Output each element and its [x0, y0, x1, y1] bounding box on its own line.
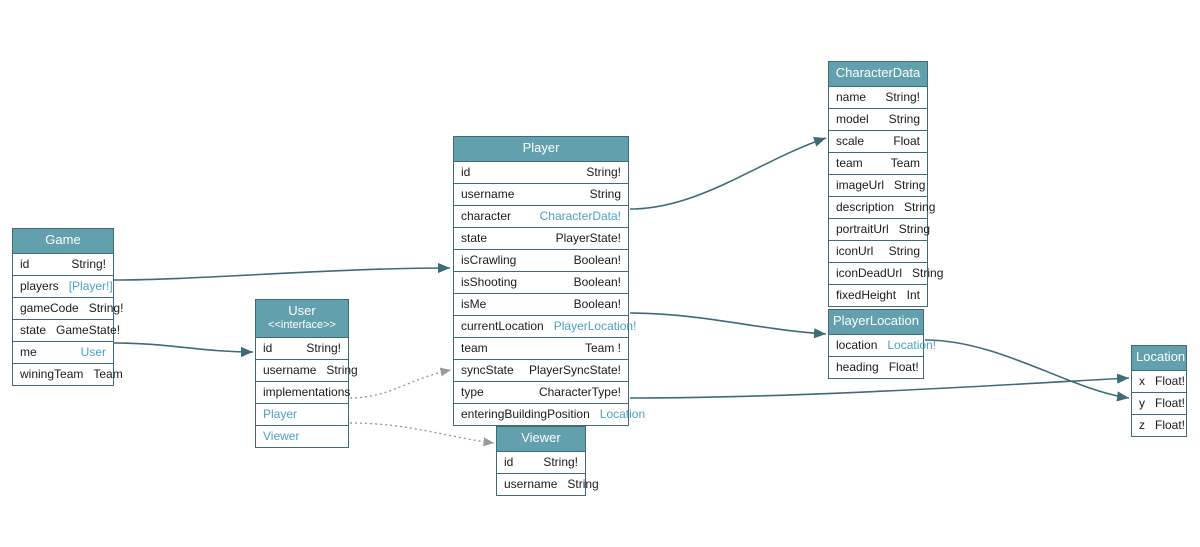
- edge: [630, 313, 826, 334]
- entity-header-location: [1132, 346, 1186, 371]
- field-type: Team: [890, 155, 920, 170]
- field-type[interactable]: Location: [599, 406, 646, 421]
- field-row[interactable]: [256, 404, 348, 426]
- field-type: CharacterType!: [538, 384, 621, 399]
- field-row: [829, 109, 927, 131]
- entity-header-user: [256, 300, 348, 338]
- entity-title: Location: [1136, 349, 1186, 364]
- field-row: [13, 364, 123, 385]
- field-row: [829, 263, 944, 285]
- field-row: [1132, 371, 1186, 393]
- field-type: PlayerState!: [555, 230, 621, 245]
- field-row: [829, 357, 923, 378]
- entity-game[interactable]: [12, 228, 124, 386]
- field-row[interactable]: [256, 426, 348, 447]
- field-name: imageUrl: [836, 177, 885, 192]
- field-name: id: [461, 164, 471, 179]
- field-row: [454, 404, 646, 425]
- field-name: enteringBuildingPosition: [461, 406, 590, 421]
- field-row: [454, 250, 628, 272]
- entity-characterdata[interactable]: [828, 61, 944, 307]
- field-type[interactable]: [Player!]: [68, 278, 113, 293]
- field-type: String: [898, 221, 931, 236]
- field-type: Float!: [888, 359, 919, 374]
- field-type: String!: [88, 300, 124, 315]
- entity-header-player: [454, 137, 628, 162]
- entity-title: User: [288, 303, 316, 318]
- field-row: [454, 206, 628, 228]
- field-type: String: [589, 186, 621, 201]
- field-type[interactable]: User: [80, 344, 106, 359]
- field-type: String!: [586, 164, 621, 179]
- field-type: String: [888, 111, 920, 126]
- entity-viewer[interactable]: [496, 426, 599, 496]
- field-name: me: [20, 344, 37, 359]
- field-name: character: [461, 208, 512, 223]
- entity-title: CharacterData: [835, 65, 921, 80]
- entity-user[interactable]: [255, 299, 358, 448]
- field-type: PlayerSyncState!: [528, 362, 621, 377]
- field-name: username: [504, 476, 558, 491]
- field-name: isCrawling: [461, 252, 517, 267]
- entity-playerlocation[interactable]: [828, 309, 937, 379]
- field-row: [256, 382, 351, 404]
- edge: [350, 423, 494, 443]
- field-row: [829, 285, 927, 306]
- entity-title: Viewer: [521, 430, 561, 445]
- entity-header-characterdata: [829, 62, 927, 87]
- field-row: [256, 360, 358, 382]
- field-row: [829, 153, 927, 175]
- field-type: Team: [93, 366, 123, 381]
- field-row: [256, 338, 348, 360]
- entity-stereotype: <<interface>>: [268, 318, 336, 331]
- field-row: [829, 131, 927, 153]
- field-type: Boolean!: [573, 274, 621, 289]
- field-name: portraitUrl: [836, 221, 889, 236]
- field-name: Viewer: [263, 428, 300, 443]
- field-row: [1132, 415, 1186, 436]
- field-row: [454, 272, 628, 294]
- field-row: [454, 360, 628, 382]
- field-name: currentLocation: [461, 318, 544, 333]
- edge: [925, 340, 1129, 398]
- edge: [630, 138, 826, 209]
- field-name: scale: [836, 133, 865, 148]
- field-name: fixedHeight: [836, 287, 897, 302]
- field-type: String!: [71, 256, 106, 271]
- field-name: type: [461, 384, 484, 399]
- field-type: Team !: [584, 340, 621, 355]
- entity-title: Game: [45, 232, 81, 247]
- edge: [630, 378, 1129, 398]
- field-row: [829, 335, 937, 357]
- field-type: String: [912, 265, 944, 280]
- field-row: [829, 197, 936, 219]
- entity-title: PlayerLocation: [833, 313, 919, 328]
- field-type: String: [904, 199, 936, 214]
- field-row: [1132, 393, 1186, 415]
- entity-header-playerlocation: [829, 310, 923, 335]
- field-type: Float!: [1155, 417, 1186, 432]
- field-name: state: [20, 322, 47, 337]
- field-type[interactable]: CharacterData!: [539, 208, 621, 223]
- field-row: [497, 474, 599, 495]
- field-row: [454, 316, 637, 338]
- field-name: x: [1139, 373, 1145, 388]
- field-type[interactable]: PlayerLocation!: [553, 318, 637, 333]
- field-name: id: [263, 340, 273, 355]
- entity-player[interactable]: [453, 136, 646, 426]
- entity-location[interactable]: [1131, 345, 1187, 437]
- field-name: location: [836, 337, 878, 352]
- field-row: [454, 294, 628, 316]
- field-row: [454, 162, 628, 184]
- field-row: [454, 228, 628, 250]
- field-name: y: [1139, 395, 1145, 410]
- field-name: description: [836, 199, 895, 214]
- field-name: players: [20, 278, 59, 293]
- field-type: Int: [906, 287, 920, 302]
- field-name: id: [504, 454, 514, 469]
- field-name: team: [836, 155, 863, 170]
- entity-title: Player: [522, 140, 560, 155]
- field-name: heading: [836, 359, 879, 374]
- field-type: GameState!: [56, 322, 121, 337]
- field-row: [454, 382, 628, 404]
- field-name: model: [836, 111, 869, 126]
- field-type: Float!: [1155, 373, 1186, 388]
- field-type: String: [326, 362, 358, 377]
- field-row: [829, 175, 927, 197]
- field-type: Float!: [1155, 395, 1186, 410]
- field-name: isShooting: [461, 274, 518, 289]
- field-row: [13, 254, 113, 276]
- field-type: String: [567, 476, 599, 491]
- field-name: syncState: [461, 362, 514, 377]
- entity-header-viewer: [497, 427, 585, 452]
- field-type: String!: [543, 454, 578, 469]
- field-name: winingTeam: [20, 366, 84, 381]
- edge: [114, 343, 253, 352]
- field-type: String: [894, 177, 926, 192]
- field-type: String: [888, 243, 920, 258]
- field-row: [454, 184, 628, 206]
- field-name: gameCode: [20, 300, 79, 315]
- field-name: username: [461, 186, 515, 201]
- edge: [350, 370, 451, 398]
- field-name: Player: [263, 406, 298, 421]
- field-name: id: [20, 256, 30, 271]
- field-row: [829, 241, 927, 263]
- field-name: name: [836, 89, 867, 104]
- entity-header-game: [13, 229, 113, 254]
- field-row: [13, 276, 113, 298]
- edge: [114, 268, 450, 280]
- field-type: String!: [306, 340, 341, 355]
- field-name: iconDeadUrl: [836, 265, 903, 280]
- field-row: [13, 342, 113, 364]
- field-name: implementations: [263, 384, 351, 399]
- field-type[interactable]: Location!: [887, 337, 937, 352]
- field-name: state: [461, 230, 488, 245]
- field-row: [13, 320, 121, 342]
- field-type: Boolean!: [573, 252, 621, 267]
- field-name: team: [461, 340, 488, 355]
- field-name: iconUrl: [836, 243, 874, 258]
- field-name: username: [263, 362, 317, 377]
- field-name: z: [1139, 417, 1145, 432]
- field-name: isMe: [461, 296, 487, 311]
- field-type: Float: [893, 133, 920, 148]
- field-row: [13, 298, 124, 320]
- field-row: [454, 338, 628, 360]
- field-row: [829, 219, 931, 241]
- field-row: [497, 452, 585, 474]
- field-type: Boolean!: [573, 296, 621, 311]
- field-type: String!: [885, 89, 920, 104]
- field-row: [829, 87, 927, 109]
